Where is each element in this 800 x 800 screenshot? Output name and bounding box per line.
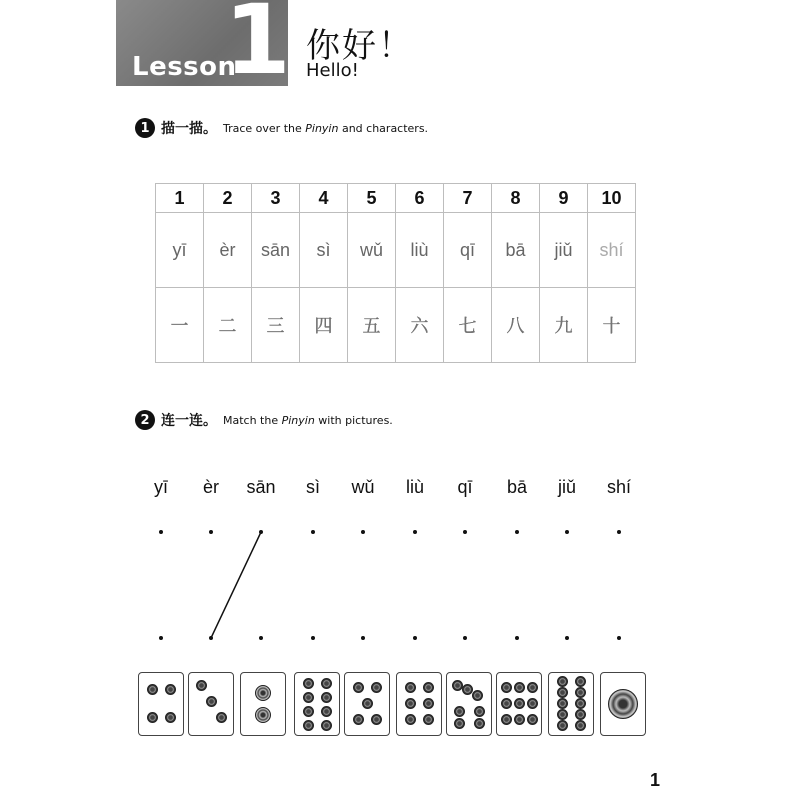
dice-pip xyxy=(353,682,364,693)
dice-pip xyxy=(196,680,207,691)
section-title-chinese: 连一连。 xyxy=(161,413,217,429)
dice-pip xyxy=(575,687,586,698)
section-number-badge: 2 xyxy=(135,410,155,430)
number-cell: 3 xyxy=(252,184,300,213)
dice-pip xyxy=(527,682,538,693)
dice-pip xyxy=(147,684,158,695)
character-cell: 十 xyxy=(588,288,636,363)
number-cell: 9 xyxy=(540,184,588,213)
character-cell: 五 xyxy=(348,288,396,363)
dice-pip xyxy=(303,678,314,689)
pinyin-cell: sì xyxy=(300,213,348,288)
character-cell: 九 xyxy=(540,288,588,363)
dice-pip xyxy=(423,714,434,725)
dice-pip xyxy=(255,707,271,723)
dice-pip xyxy=(527,698,538,709)
dice-pip xyxy=(303,692,314,703)
dice-pip xyxy=(321,692,332,703)
dice-tile-ten xyxy=(548,672,594,736)
dice-pip xyxy=(575,698,586,709)
dice-pip xyxy=(303,706,314,717)
dice-pip xyxy=(303,720,314,731)
dice-pip xyxy=(454,718,465,729)
match-pinyin: liù xyxy=(405,477,425,497)
dice-tile-three xyxy=(188,672,234,736)
dice-tile-nine xyxy=(496,672,542,736)
dice-pip xyxy=(557,709,568,720)
lesson-number: 1 xyxy=(224,0,291,96)
dice-pip xyxy=(405,682,416,693)
number-cell: 1 xyxy=(156,184,204,213)
dice-pip xyxy=(454,706,465,717)
number-cell: 8 xyxy=(492,184,540,213)
section-title-chinese: 描一描。 xyxy=(161,121,217,137)
dice-tile-one xyxy=(600,672,646,736)
lesson-title-english: Hello! xyxy=(306,60,359,81)
match-pinyin: wǔ xyxy=(351,477,375,497)
dice-pip xyxy=(371,714,382,725)
dice-pip xyxy=(321,678,332,689)
dice-pip xyxy=(501,682,512,693)
dice-pip xyxy=(216,712,227,723)
character-cell: 八 xyxy=(492,288,540,363)
dice-tile-six xyxy=(396,672,442,736)
match-pinyin: bā xyxy=(506,477,528,497)
dice-pip xyxy=(371,682,382,693)
dice-pip xyxy=(514,714,525,725)
page-number: 1 xyxy=(650,770,661,790)
dice-pip xyxy=(501,698,512,709)
dice-pip xyxy=(423,698,434,709)
dice-pip xyxy=(557,676,568,687)
dice-pip xyxy=(474,706,485,717)
dice-pip xyxy=(255,685,271,701)
dice-pip xyxy=(147,712,158,723)
dice-pip xyxy=(575,709,586,720)
dice-pip xyxy=(423,682,434,693)
dice-pip xyxy=(575,676,586,687)
character-cell: 三 xyxy=(252,288,300,363)
number-cell: 5 xyxy=(348,184,396,213)
dice-tile-eight xyxy=(294,672,340,736)
character-cell: 七 xyxy=(444,288,492,363)
match-line xyxy=(211,532,261,638)
dice-tile-four xyxy=(138,672,184,736)
dice-pip xyxy=(206,696,217,707)
lesson-label: Lesson xyxy=(132,52,237,82)
dice-pip xyxy=(557,687,568,698)
dice-pip xyxy=(501,714,512,725)
section-instruction: Match the Pinyin with pictures. xyxy=(223,413,393,427)
pinyin-cell: shí xyxy=(588,213,636,288)
match-pinyin: qī xyxy=(457,477,473,497)
dice-tile-seven xyxy=(446,672,492,736)
pinyin-cell: èr xyxy=(204,213,252,288)
dice-pip xyxy=(608,689,638,719)
dice-pip xyxy=(575,720,586,731)
number-cell: 10 xyxy=(588,184,636,213)
character-cell: 六 xyxy=(396,288,444,363)
number-cell: 7 xyxy=(444,184,492,213)
dice-pip xyxy=(321,720,332,731)
match-pinyin: jiǔ xyxy=(557,477,577,497)
dice-pip xyxy=(165,712,176,723)
number-cell: 2 xyxy=(204,184,252,213)
match-pinyin: sān xyxy=(246,477,276,497)
pinyin-cell: sān xyxy=(252,213,300,288)
section-number-badge: 1 xyxy=(135,118,155,138)
dice-pip xyxy=(527,714,538,725)
section-instruction: Trace over the Pinyin and characters. xyxy=(223,121,429,135)
character-cell: 二 xyxy=(204,288,252,363)
number-cell: 6 xyxy=(396,184,444,213)
pinyin-cell: liù xyxy=(396,213,444,288)
dice-pip xyxy=(514,698,525,709)
dice-pip xyxy=(557,698,568,709)
dice-pip xyxy=(405,698,416,709)
pinyin-cell: qī xyxy=(444,213,492,288)
dice-tile-two xyxy=(240,672,286,736)
lesson-title-chinese: 你好！ xyxy=(306,26,414,66)
match-pinyin: sì xyxy=(305,477,321,497)
character-cell: 一 xyxy=(156,288,204,363)
dice-pip xyxy=(353,714,364,725)
pinyin-cell: bā xyxy=(492,213,540,288)
dice-pip xyxy=(362,698,373,709)
dice-pip xyxy=(321,706,332,717)
dice-tile-five xyxy=(344,672,390,736)
dice-pip xyxy=(472,690,483,701)
match-pinyin: yī xyxy=(153,477,169,497)
dice-pip xyxy=(557,720,568,731)
dice-pip xyxy=(165,684,176,695)
pinyin-cell: jiǔ xyxy=(540,213,588,288)
character-cell: 四 xyxy=(300,288,348,363)
pinyin-cell: wǔ xyxy=(348,213,396,288)
dice-pip xyxy=(405,714,416,725)
pinyin-cell: yī xyxy=(156,213,204,288)
match-pinyin: shí xyxy=(606,477,632,497)
dice-pip xyxy=(514,682,525,693)
number-cell: 4 xyxy=(300,184,348,213)
dice-pip xyxy=(474,718,485,729)
match-pinyin: èr xyxy=(202,477,220,497)
